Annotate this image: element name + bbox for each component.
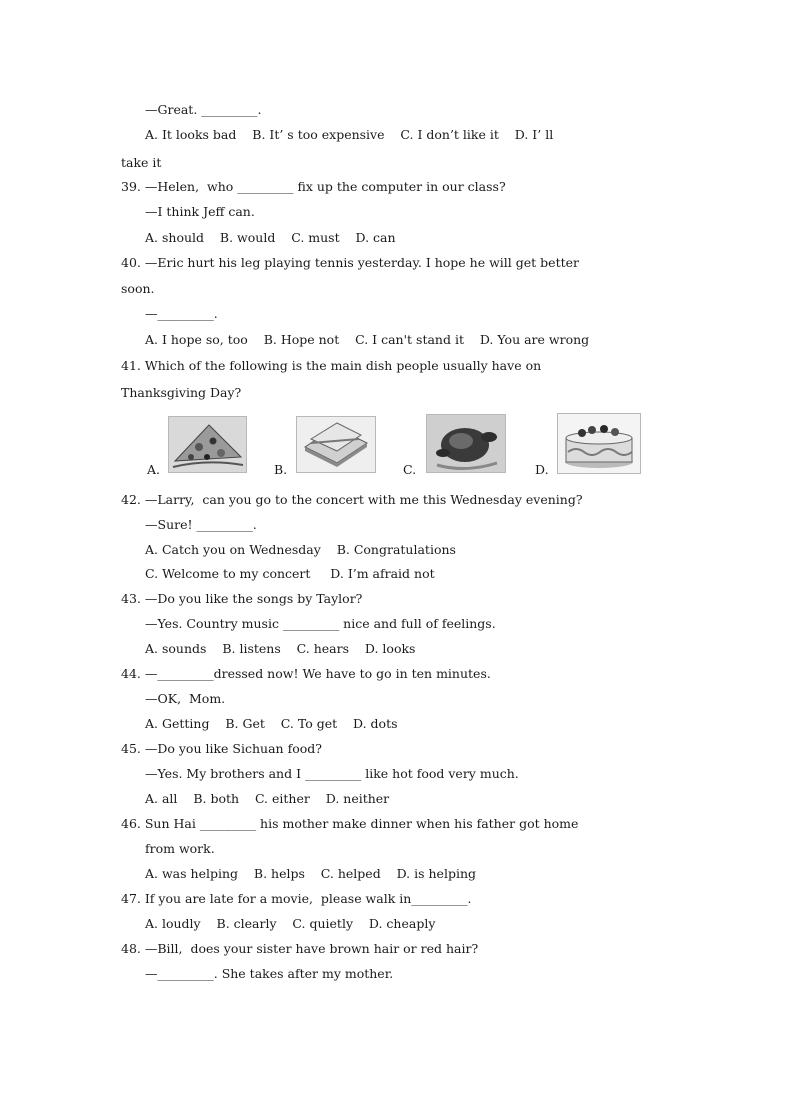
q38-answer-line: —Great. _________. (145, 102, 262, 117)
q46-question-cont: from work. (145, 841, 215, 856)
q44-question: 44. —_________dressed now! We have to go in ten minutes. (121, 666, 491, 681)
q46-options: A. was helping B. helps C. helped D. is helping (145, 866, 477, 881)
sandwich-icon (297, 417, 375, 472)
q48-reply: —_________. She takes after my mother. (145, 966, 394, 981)
q40-question: 40. —Eric hurt his leg playing tennis yesterday. I hope he will get better (121, 255, 579, 270)
q45-question: 45. —Do you like Sichuan food? (121, 741, 322, 756)
q48-question: 48. —Bill, does your sister have brown hair or red hair? (121, 941, 479, 956)
q41-question-cont: Thanksgiving Day? (121, 385, 242, 400)
q45-reply: —Yes. My brothers and I _________ like hot food very much. (145, 766, 519, 781)
q47-options: A. loudly B. clearly C. quietly D. cheaply (145, 916, 436, 931)
cake-image[interactable] (557, 413, 641, 474)
q42-options-2: C. Welcome to my concert D. I’m afraid not (145, 566, 435, 581)
q40-reply: —_________. (145, 306, 218, 321)
q38-options-cont: take it (121, 155, 162, 170)
q38-options: A. It looks bad B. It’ s too expensive C. I don’t like it D. I’ ll (145, 127, 554, 142)
q42-options-1: A. Catch you on Wednesday B. Congratulations (145, 542, 456, 557)
turkey-image[interactable] (426, 414, 506, 473)
q41-question: 41. Which of the following is the main dish people usually have on (121, 358, 542, 373)
q41-option-label-b: B. (274, 462, 288, 477)
q43-options: A. sounds B. listens C. hears D. looks (145, 641, 416, 656)
pizza-image[interactable] (168, 416, 247, 473)
q39-question: 39. —Helen, who _________ fix up the computer in our class? (121, 179, 506, 194)
q43-reply: —Yes. Country music _________ nice and full of feelings. (145, 616, 496, 631)
q41-option-label-c: C. (403, 462, 417, 477)
q39-reply: —I think Jeff can. (145, 204, 255, 219)
q47-question: 47. If you are late for a movie, please walk in_________. (121, 891, 472, 906)
q46-question: 46. Sun Hai _________ his mother make dinner when his father got home (121, 816, 579, 831)
q44-options: A. Getting B. Get C. To get D. dots (145, 716, 398, 731)
q42-reply: —Sure! _________. (145, 517, 257, 532)
q39-options: A. should B. would C. must D. can (145, 230, 396, 245)
q41-option-label-d: D. (535, 462, 549, 477)
q40-options: A. I hope so, too B. Hope not C. I can't stand it D. You are wrong (145, 332, 590, 347)
q40-question-cont: soon. (121, 281, 155, 296)
q41-option-label-a: A. (147, 462, 161, 477)
q42-question: 42. —Larry, can you go to the concert with me this Wednesday evening? (121, 492, 583, 507)
sandwich-image[interactable] (296, 416, 376, 473)
q43-question: 43. —Do you like the songs by Taylor? (121, 591, 363, 606)
q44-reply: —OK, Mom. (145, 691, 226, 706)
q45-options: A. all B. both C. either D. neither (145, 791, 390, 806)
cake-icon (558, 414, 640, 473)
pizza-icon (169, 417, 246, 472)
turkey-icon (427, 415, 505, 472)
